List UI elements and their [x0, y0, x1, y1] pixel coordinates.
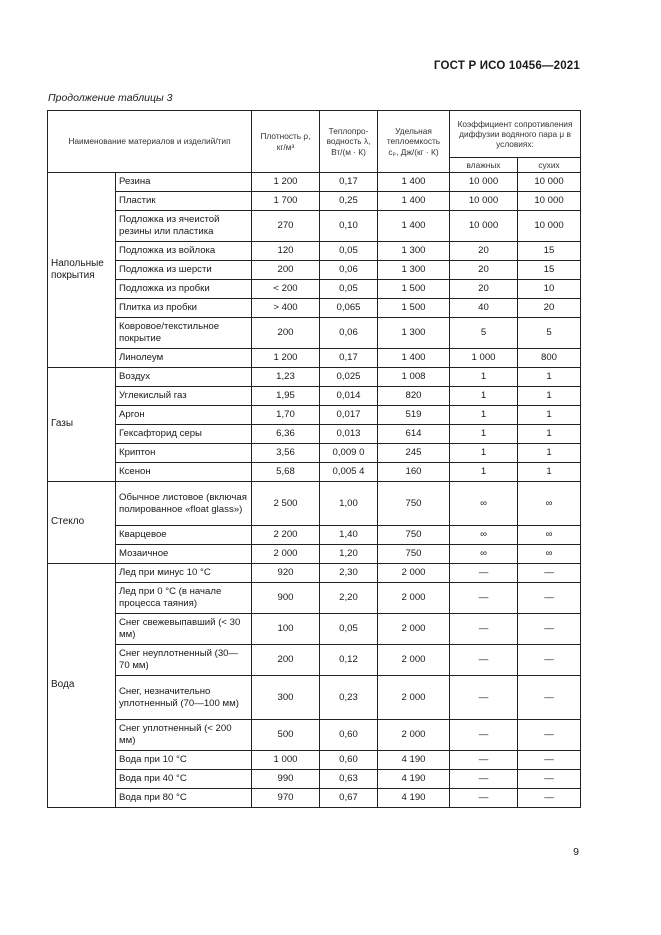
table-body	[48, 173, 581, 808]
conductivity-cell: 0,06	[320, 318, 378, 349]
heat-capacity-cell: 750	[378, 545, 450, 564]
wet-coefficient-cell: 20	[450, 261, 518, 280]
density-cell: 200	[252, 261, 320, 280]
conductivity-cell: 0,60	[320, 751, 378, 770]
material-name-cell: Плитка из пробки	[116, 299, 252, 318]
material-name-cell: Лед при 0 °С (в начале процесса таяния)	[116, 583, 252, 614]
heat-capacity-cell: 2 000	[378, 614, 450, 645]
table-row	[48, 463, 581, 482]
wet-coefficient-cell: 20	[450, 242, 518, 261]
heat-capacity-cell: 4 190	[378, 789, 450, 808]
table-row	[48, 318, 581, 349]
table-row	[48, 645, 581, 676]
table-row	[48, 211, 581, 242]
density-cell: 200	[252, 645, 320, 676]
heat-capacity-cell: 245	[378, 444, 450, 463]
heat-capacity-cell: 2 000	[378, 676, 450, 720]
wet-coefficient-cell: ∞	[450, 482, 518, 526]
conductivity-cell: 0,05	[320, 242, 378, 261]
density-cell: 920	[252, 564, 320, 583]
material-name-cell: Вода при 10 °С	[116, 751, 252, 770]
dry-coefficient-cell: 1	[518, 406, 581, 425]
dry-coefficient-cell: 1	[518, 425, 581, 444]
wet-coefficient-cell: 1	[450, 368, 518, 387]
dry-coefficient-cell: ∞	[518, 526, 581, 545]
dry-coefficient-cell: 20	[518, 299, 581, 318]
heat-capacity-cell: 750	[378, 526, 450, 545]
wet-coefficient-cell: —	[450, 583, 518, 614]
table-caption: Продолжение таблицы 3	[48, 92, 173, 104]
heat-capacity-cell: 1 500	[378, 299, 450, 318]
wet-coefficient-cell: 40	[450, 299, 518, 318]
heat-capacity-cell: 4 190	[378, 751, 450, 770]
group-name: Стекло	[48, 482, 116, 564]
dry-coefficient-cell: 1	[518, 444, 581, 463]
dry-coefficient-cell: ∞	[518, 545, 581, 564]
table-row	[48, 349, 581, 368]
heat-capacity-cell: 2 000	[378, 720, 450, 751]
table-row	[48, 770, 581, 789]
density-cell: < 200	[252, 280, 320, 299]
wet-coefficient-cell: 5	[450, 318, 518, 349]
heat-capacity-cell: 2 000	[378, 645, 450, 676]
density-cell: 1 200	[252, 349, 320, 368]
density-cell: 2 200	[252, 526, 320, 545]
conductivity-cell: 0,23	[320, 676, 378, 720]
table-row	[48, 444, 581, 463]
conductivity-cell: 0,014	[320, 387, 378, 406]
material-name-cell: Ксенон	[116, 463, 252, 482]
material-name-cell: Гексафторид серы	[116, 425, 252, 444]
wet-coefficient-cell: 10 000	[450, 192, 518, 211]
wet-coefficient-cell: ∞	[450, 526, 518, 545]
wet-coefficient-cell: 1	[450, 387, 518, 406]
density-cell: 500	[252, 720, 320, 751]
density-cell: 6,36	[252, 425, 320, 444]
table-row	[48, 789, 581, 808]
heat-capacity-cell: 1 400	[378, 173, 450, 192]
table-row	[48, 526, 581, 545]
material-name-cell: Снег, незначительно уплотненный (70—100 мм)	[116, 676, 252, 720]
conductivity-cell: 0,05	[320, 280, 378, 299]
material-name-cell: Линолеум	[116, 349, 252, 368]
table-row	[48, 720, 581, 751]
conductivity-cell: 0,17	[320, 173, 378, 192]
density-cell: 200	[252, 318, 320, 349]
table-row	[48, 482, 581, 526]
density-cell: 300	[252, 676, 320, 720]
page-number: 9	[573, 846, 579, 858]
heat-capacity-cell: 750	[378, 482, 450, 526]
material-name-cell: Углекислый газ	[116, 387, 252, 406]
dry-coefficient-cell: 1	[518, 368, 581, 387]
material-name-cell: Снег неуплотненный (30—70 мм)	[116, 645, 252, 676]
material-name-cell: Резина	[116, 173, 252, 192]
density-cell: 2 000	[252, 545, 320, 564]
density-cell: 5,68	[252, 463, 320, 482]
dry-coefficient-cell: —	[518, 645, 581, 676]
heat-capacity-cell: 2 000	[378, 564, 450, 583]
material-name-cell: Аргон	[116, 406, 252, 425]
dry-coefficient-cell: —	[518, 614, 581, 645]
heat-capacity-cell: 820	[378, 387, 450, 406]
material-name-cell: Подложка из ячеистой резины или пластика	[116, 211, 252, 242]
table-row	[48, 406, 581, 425]
wet-coefficient-cell: —	[450, 645, 518, 676]
dry-coefficient-cell: —	[518, 564, 581, 583]
density-cell: 1 200	[252, 173, 320, 192]
header-density: Плотность ρ, кг/м³	[252, 111, 320, 173]
density-cell: 1 000	[252, 751, 320, 770]
material-properties-table	[47, 110, 581, 808]
table-row	[48, 564, 581, 583]
heat-capacity-cell: 1 300	[378, 261, 450, 280]
conductivity-cell: 0,013	[320, 425, 378, 444]
wet-coefficient-cell: 1	[450, 406, 518, 425]
group-name: Газы	[48, 368, 116, 482]
wet-coefficient-cell: —	[450, 770, 518, 789]
material-name-cell: Снег уплотненный (< 200 мм)	[116, 720, 252, 751]
conductivity-cell: 0,25	[320, 192, 378, 211]
density-cell: > 400	[252, 299, 320, 318]
heat-capacity-cell: 1 400	[378, 349, 450, 368]
density-cell: 1 700	[252, 192, 320, 211]
dry-coefficient-cell: 10 000	[518, 173, 581, 192]
density-cell: 100	[252, 614, 320, 645]
conductivity-cell: 1,40	[320, 526, 378, 545]
table-row	[48, 676, 581, 720]
density-cell: 990	[252, 770, 320, 789]
conductivity-cell: 0,009 0	[320, 444, 378, 463]
dry-coefficient-cell: 10 000	[518, 211, 581, 242]
density-cell: 120	[252, 242, 320, 261]
wet-coefficient-cell: —	[450, 676, 518, 720]
header-material-name: Наименование материалов и изделий/тип	[48, 111, 252, 173]
material-name-cell: Криптон	[116, 444, 252, 463]
wet-coefficient-cell: —	[450, 789, 518, 808]
dry-coefficient-cell: 1	[518, 463, 581, 482]
heat-capacity-cell: 1 500	[378, 280, 450, 299]
conductivity-cell: 1,00	[320, 482, 378, 526]
wet-coefficient-cell: —	[450, 614, 518, 645]
material-name-cell: Кварцевое	[116, 526, 252, 545]
wet-coefficient-cell: —	[450, 720, 518, 751]
density-cell: 1,70	[252, 406, 320, 425]
conductivity-cell: 0,025	[320, 368, 378, 387]
material-name-cell: Вода при 40 °С	[116, 770, 252, 789]
heat-capacity-cell: 4 190	[378, 770, 450, 789]
dry-coefficient-cell: —	[518, 676, 581, 720]
dry-coefficient-cell: —	[518, 770, 581, 789]
table-row	[48, 583, 581, 614]
conductivity-cell: 0,017	[320, 406, 378, 425]
standard-title: ГОСТ Р ИСО 10456—2021	[433, 60, 580, 72]
table-row	[48, 280, 581, 299]
density-cell: 970	[252, 789, 320, 808]
table-row	[48, 299, 581, 318]
table-row	[48, 751, 581, 770]
material-name-cell: Ковровое/текстильное покрытие	[116, 318, 252, 349]
table-row	[48, 192, 581, 211]
material-name-cell: Лед при минус 10 °С	[116, 564, 252, 583]
dry-coefficient-cell: ∞	[518, 482, 581, 526]
heat-capacity-cell: 1 400	[378, 211, 450, 242]
density-cell: 270	[252, 211, 320, 242]
table-row	[48, 387, 581, 406]
group-name: Вода	[48, 564, 116, 808]
conductivity-cell: 0,12	[320, 645, 378, 676]
header-diffusion-coefficient: Коэффициент сопротивления диффузии водяного пара μ в условиях:	[450, 111, 581, 158]
group-name: Напольные покрытия	[48, 173, 116, 368]
density-cell: 1,95	[252, 387, 320, 406]
dry-coefficient-cell: 1	[518, 387, 581, 406]
table-row	[48, 545, 581, 564]
wet-coefficient-cell: ∞	[450, 545, 518, 564]
wet-coefficient-cell: 1 000	[450, 349, 518, 368]
material-name-cell: Вода при 80 °С	[116, 789, 252, 808]
density-cell: 900	[252, 583, 320, 614]
dry-coefficient-cell: 10 000	[518, 192, 581, 211]
wet-coefficient-cell: 1	[450, 444, 518, 463]
conductivity-cell: 0,005 4	[320, 463, 378, 482]
heat-capacity-cell: 614	[378, 425, 450, 444]
material-name-cell: Подложка из войлока	[116, 242, 252, 261]
heat-capacity-cell: 1 008	[378, 368, 450, 387]
dry-coefficient-cell: 5	[518, 318, 581, 349]
conductivity-cell: 1,20	[320, 545, 378, 564]
conductivity-cell: 0,63	[320, 770, 378, 789]
material-name-cell: Воздух	[116, 368, 252, 387]
dry-coefficient-cell: 15	[518, 242, 581, 261]
conductivity-cell: 0,065	[320, 299, 378, 318]
dry-coefficient-cell: —	[518, 720, 581, 751]
density-cell: 1,23	[252, 368, 320, 387]
table-row	[48, 261, 581, 280]
heat-capacity-cell: 1 300	[378, 318, 450, 349]
wet-coefficient-cell: 1	[450, 425, 518, 444]
heat-capacity-cell: 1 300	[378, 242, 450, 261]
material-name-cell: Подложка из пробки	[116, 280, 252, 299]
table-row	[48, 614, 581, 645]
header-heat-capacity: Удельная теплоемкость cₚ, Дж/(кг · К)	[378, 111, 450, 173]
dry-coefficient-cell: —	[518, 751, 581, 770]
material-name-cell: Обычное листовое (включая полированное «float glass»)	[116, 482, 252, 526]
conductivity-cell: 0,06	[320, 261, 378, 280]
conductivity-cell: 2,20	[320, 583, 378, 614]
heat-capacity-cell: 160	[378, 463, 450, 482]
dry-coefficient-cell: 10	[518, 280, 581, 299]
heat-capacity-cell: 2 000	[378, 583, 450, 614]
wet-coefficient-cell: —	[450, 751, 518, 770]
dry-coefficient-cell: —	[518, 583, 581, 614]
table-row	[48, 173, 581, 192]
conductivity-cell: 2,30	[320, 564, 378, 583]
material-name-cell: Пластик	[116, 192, 252, 211]
wet-coefficient-cell: 1	[450, 463, 518, 482]
header-conductivity: Теплопроводность λ, Вт/(м · К)	[320, 111, 378, 173]
material-name-cell: Мозаичное	[116, 545, 252, 564]
material-name-cell: Подложка из шерсти	[116, 261, 252, 280]
conductivity-cell: 0,67	[320, 789, 378, 808]
dry-coefficient-cell: 800	[518, 349, 581, 368]
heat-capacity-cell: 519	[378, 406, 450, 425]
density-cell: 3,56	[252, 444, 320, 463]
heat-capacity-cell: 1 400	[378, 192, 450, 211]
table-row	[48, 425, 581, 444]
conductivity-cell: 0,60	[320, 720, 378, 751]
table-row	[48, 242, 581, 261]
dry-coefficient-cell: 15	[518, 261, 581, 280]
wet-coefficient-cell: 20	[450, 280, 518, 299]
table-row	[48, 368, 581, 387]
conductivity-cell: 0,17	[320, 349, 378, 368]
header-wet: влажных	[450, 158, 518, 173]
density-cell: 2 500	[252, 482, 320, 526]
wet-coefficient-cell: —	[450, 564, 518, 583]
header-dry: сухих	[518, 158, 581, 173]
conductivity-cell: 0,10	[320, 211, 378, 242]
wet-coefficient-cell: 10 000	[450, 173, 518, 192]
material-name-cell: Снег свежевыпавший (< 30 мм)	[116, 614, 252, 645]
wet-coefficient-cell: 10 000	[450, 211, 518, 242]
conductivity-cell: 0,05	[320, 614, 378, 645]
dry-coefficient-cell: —	[518, 789, 581, 808]
